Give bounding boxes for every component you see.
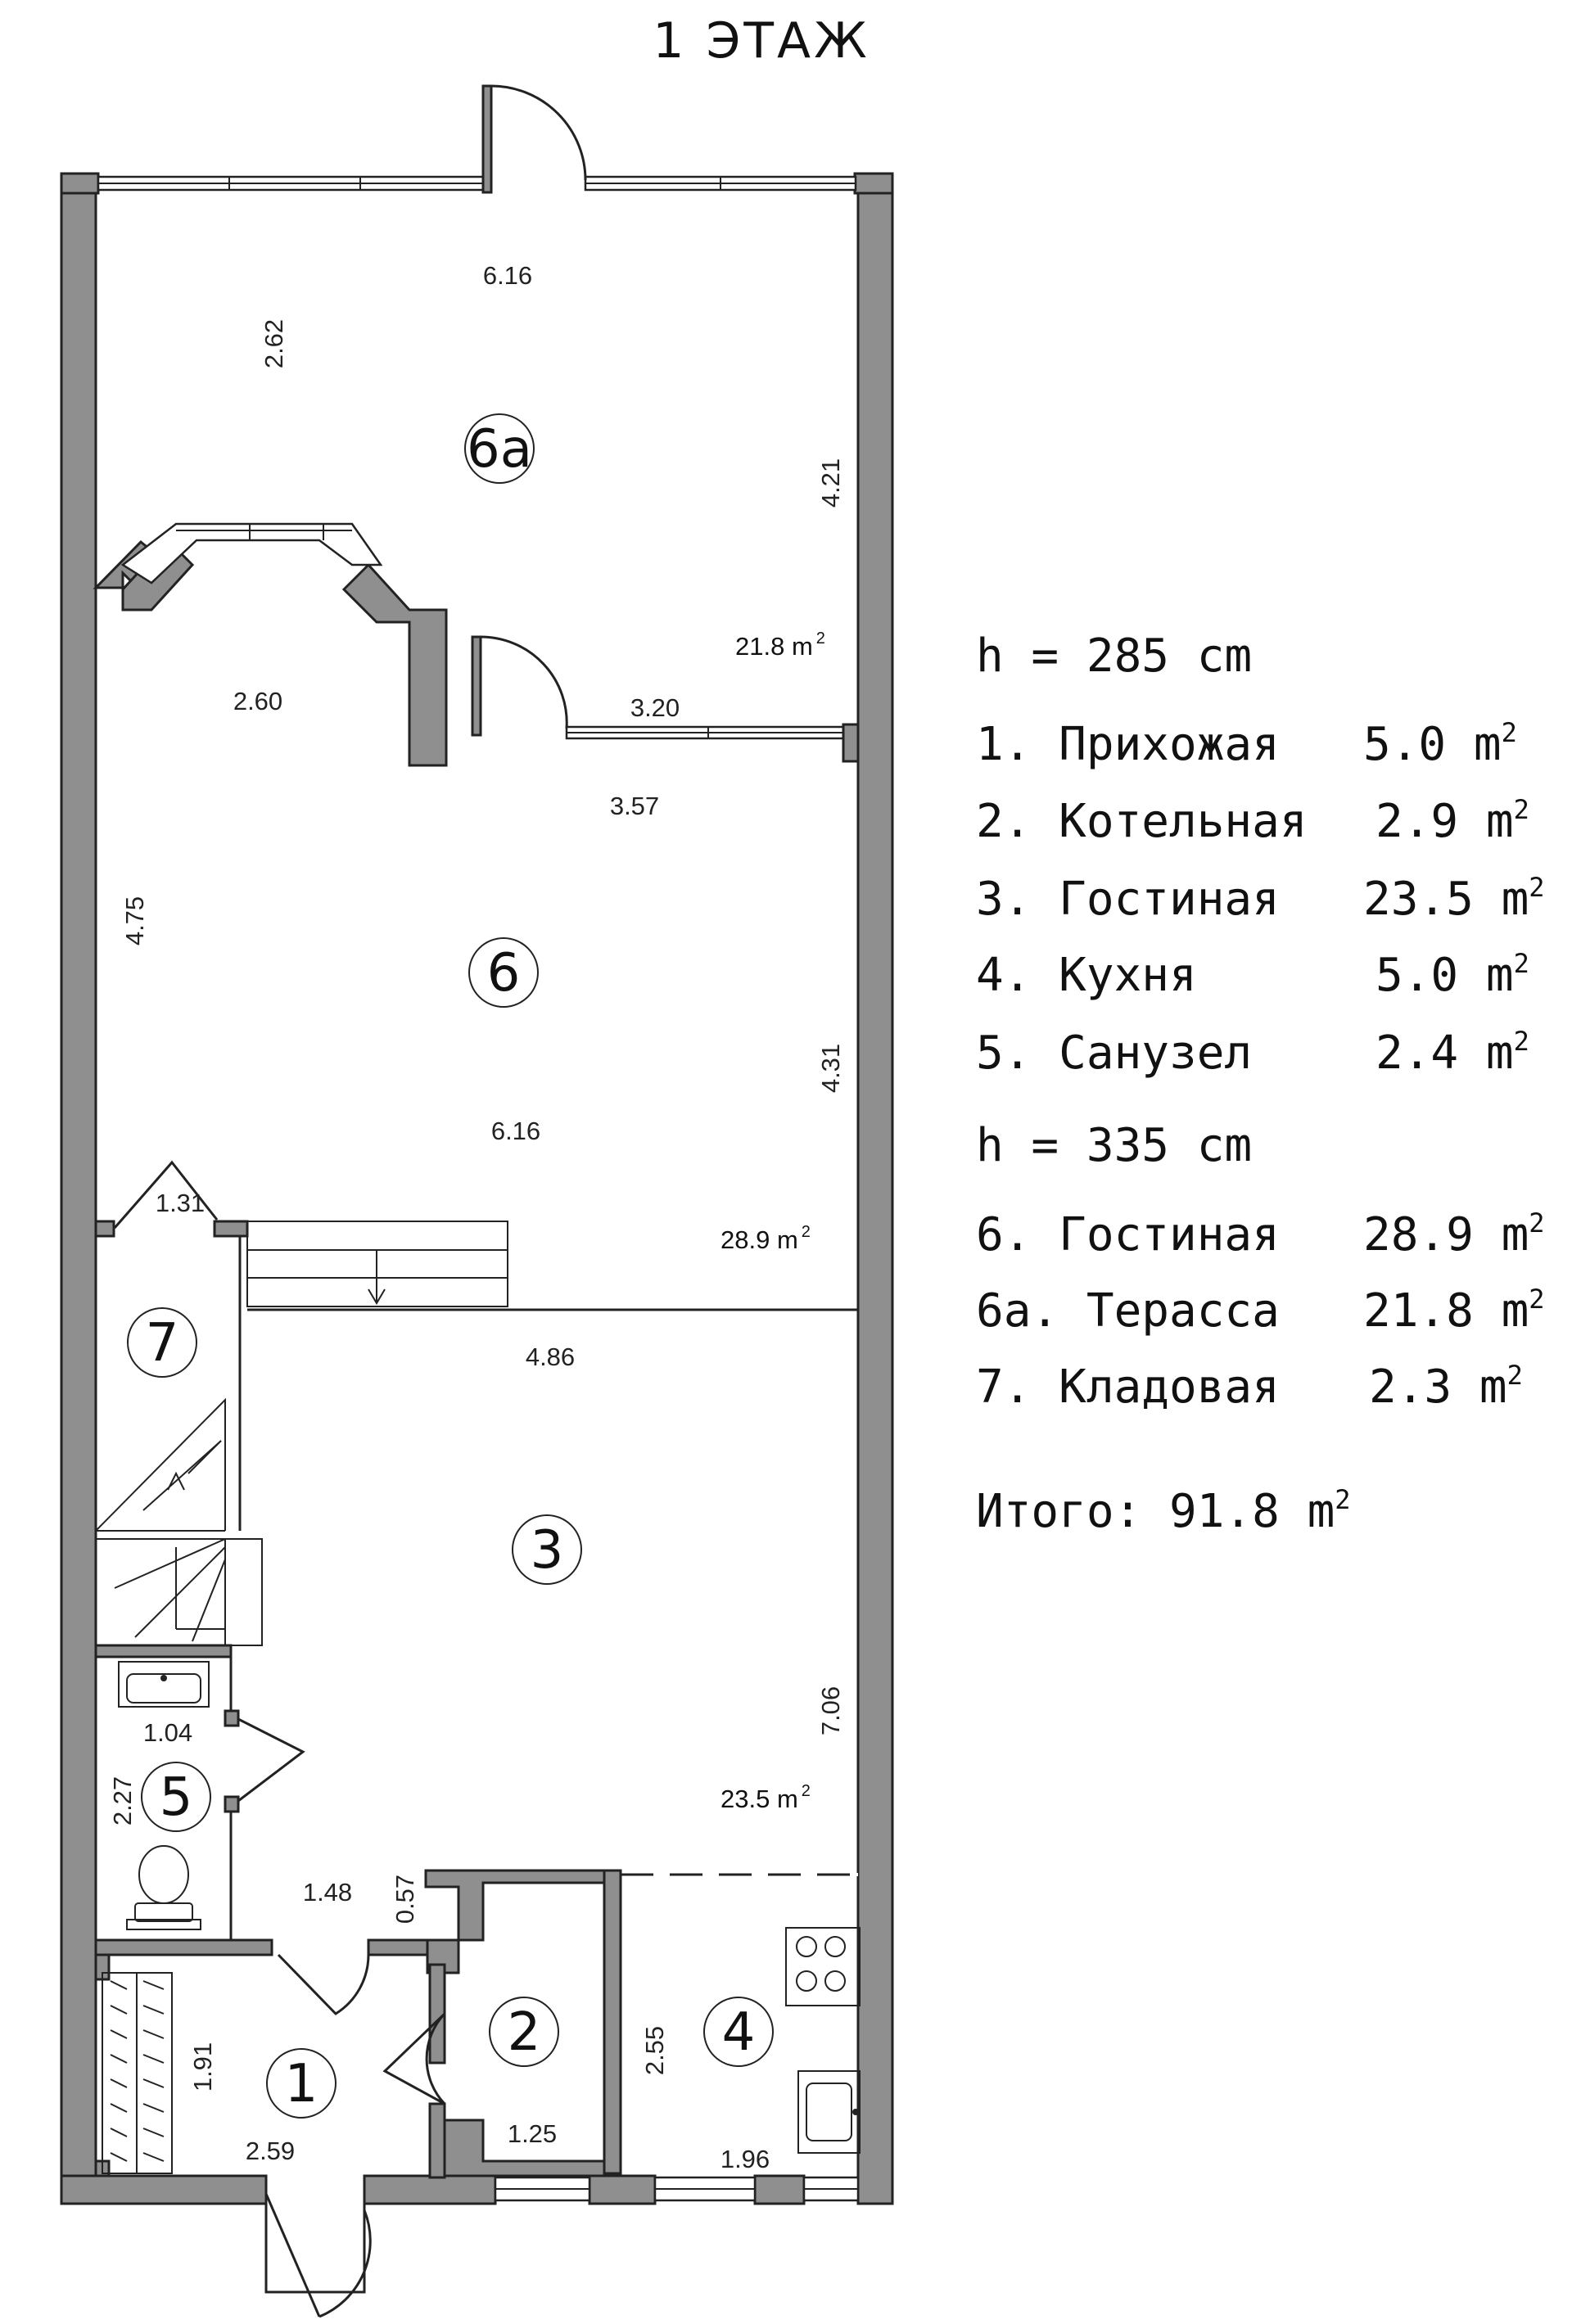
svg-text:5: 5 (159, 1767, 193, 1828)
dim-bath-width: 1.04 (142, 1718, 193, 1747)
legend (976, 630, 1545, 1538)
legend-item-name: 6. Гостиная (976, 1208, 1280, 1261)
legend-item-area: 2.4 $m^2$ (1376, 1026, 1529, 1080)
dim-hall-height: 1.91 (188, 2042, 217, 2092)
legend-item-area: 23.5 $m^2$ (1363, 872, 1545, 926)
dim-living3-right: 7.06 (816, 1685, 845, 1736)
dim-living6-mid: 3.57 (609, 792, 660, 820)
svg-text:6а: 6а (467, 419, 532, 480)
dim-bath-height: 2.27 (108, 1776, 137, 1826)
plan-areas (720, 630, 825, 1813)
legend-height-1: h = 285 cm (976, 630, 1253, 683)
legend-item-name: 7. Кладовая (976, 1361, 1280, 1414)
bottom-windows (495, 2177, 858, 2200)
dim-living6-bottom: 6.16 (490, 1117, 541, 1145)
legend-item-area: 2.3 $m^2$ (1369, 1360, 1523, 1414)
room-marker-4 (704, 1997, 773, 2066)
hall-closet (102, 1973, 172, 2173)
room-marker-6a (465, 414, 534, 483)
legend-item-area: 5.0 $m^2$ (1363, 717, 1517, 771)
dim-living6-left: 4.75 (120, 896, 149, 946)
area-terrace: 21.8 m $^2$ (735, 630, 825, 661)
legend-item-area: 28.9 $m^2$ (1363, 1207, 1545, 1261)
area-living6: 28.9 m $^2$ (720, 1223, 811, 1254)
dim-living6-top-right: 3.20 (630, 693, 680, 722)
legend-item-name: 3. Гостиная (976, 873, 1280, 926)
svg-text:4: 4 (721, 2002, 756, 2063)
room-marker-3 (513, 1515, 581, 1584)
dim-kitchen-width: 1.96 (720, 2145, 770, 2173)
legend-item-area: 21.8 $m^2$ (1363, 1284, 1545, 1338)
legend-group-1 (976, 717, 1545, 1080)
dim-corridor-height: 0.57 (391, 1874, 419, 1925)
plan-title: 1 ЭТАЖ (653, 12, 870, 70)
room-markers (128, 414, 773, 2118)
legend-item-area: 5.0 $m^2$ (1376, 948, 1529, 1002)
dim-terrace-top: 6.16 (482, 261, 533, 290)
legend-total: Итого: 91.8 $m^2$ (976, 1484, 1351, 1538)
dim-hall-width: 2.59 (245, 2137, 296, 2165)
dim-storage-top: 1.31 (155, 1189, 206, 1217)
area-living3: 23.5 m $^2$ (720, 1782, 811, 1813)
dim-terrace-left: 2.62 (260, 318, 288, 369)
kitchen-appliances (786, 1928, 860, 2153)
top-windows (98, 177, 856, 190)
dim-living6-top-left: 2.60 (233, 687, 283, 715)
legend-item-name: 4. Кухня (976, 949, 1197, 1002)
dim-boiler-width: 1.25 (507, 2119, 558, 2148)
room-marker-5 (142, 1762, 210, 1831)
legend-item-name: 2. Котельная (976, 795, 1308, 848)
legend-group-2 (976, 1207, 1545, 1414)
room-marker-2 (490, 1997, 558, 2066)
svg-text:2: 2 (507, 2002, 541, 2063)
room-marker-1 (267, 2049, 336, 2118)
legend-item-name: 1. Прихожая (976, 718, 1280, 771)
dim-living6-right: 4.31 (816, 1043, 845, 1094)
legend-item-area: 2.9 $m^2$ (1376, 794, 1529, 848)
svg-text:1: 1 (284, 2054, 318, 2114)
inner-window-band (567, 724, 858, 761)
legend-item-name: 6а. Терасса (976, 1284, 1280, 1338)
terrace-door[interactable] (483, 86, 585, 192)
storage-room (96, 1162, 262, 1645)
terrace-inner-door[interactable] (472, 637, 567, 735)
bay-window-partition (96, 524, 446, 765)
inner-walls-bottom (96, 1870, 858, 2317)
dim-corridor-width: 1.48 (302, 1878, 353, 1907)
svg-text:6: 6 (486, 943, 521, 1004)
room-marker-7 (128, 1308, 196, 1377)
legend-height-2: h = 335 cm (976, 1119, 1253, 1172)
dim-terrace-right: 4.21 (816, 458, 845, 508)
svg-text:3: 3 (530, 1520, 564, 1581)
room-marker-6 (469, 938, 538, 1007)
dim-living3-top: 4.86 (525, 1343, 576, 1371)
svg-text:7: 7 (145, 1313, 179, 1374)
dim-kitchen-height: 2.55 (640, 2025, 669, 2076)
legend-item-name: 5. Санузел (976, 1027, 1253, 1080)
